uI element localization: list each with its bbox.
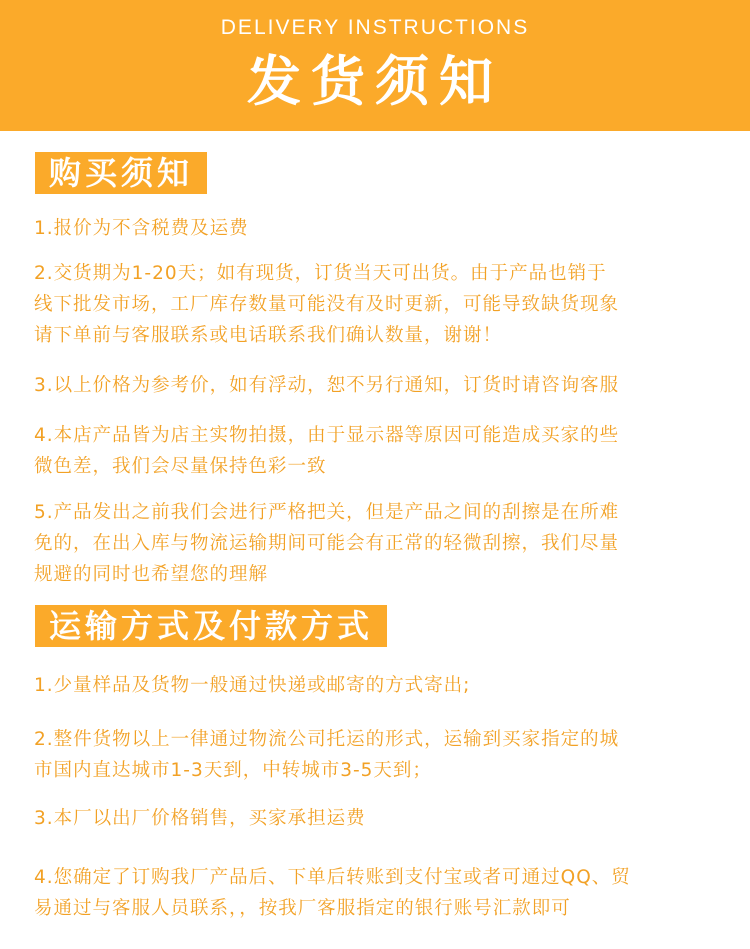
purchase-item-5 bbox=[34, 497, 714, 590]
item-line: 免的，在出入库与物流运输期间可能会有正常的轻微刮擦，我们尽量 bbox=[34, 533, 620, 554]
item-line: 微色差，我们会尽量保持色彩一致 bbox=[34, 456, 327, 477]
shipping-item-2 bbox=[34, 724, 714, 786]
shipping-item-4 bbox=[34, 862, 714, 924]
item-line: 易通过与客服人员联系，，按我厂客服指定的银行账号汇款即可 bbox=[34, 898, 571, 919]
purchase-item-3 bbox=[34, 370, 714, 401]
item-line: 1.少量样品及货物一般通过快递或邮寄的方式寄出; bbox=[34, 675, 471, 696]
banner-title-en: DELIVERY INSTRUCTIONS bbox=[220, 16, 530, 39]
header-banner bbox=[0, 0, 750, 131]
section-title-purchase: 购买须知 bbox=[35, 152, 207, 194]
item-line: 2.交货期为1-20天；如有现货，订货当天可出货。由于产品也销于 bbox=[34, 263, 607, 284]
item-line: 请下单前与客服联系或电话联系我们确认数量，谢谢！ bbox=[34, 325, 503, 346]
section-title-shipping-payment: 运输方式及付款方式 bbox=[35, 605, 387, 647]
item-line: 4.您确定了订购我厂产品后、下单后转账到支付宝或者可通过QQ、贸 bbox=[34, 867, 631, 888]
item-line: 3.本厂以出厂价格销售，买家承担运费 bbox=[34, 808, 366, 829]
item-line: 5.产品发出之前我们会进行严格把关，但是产品之间的刮擦是在所难 bbox=[34, 502, 620, 523]
purchase-item-4 bbox=[34, 420, 714, 482]
item-line: 线下批发市场，工厂库存数量可能没有及时更新，可能导致缺货现象 bbox=[34, 294, 620, 315]
item-line: 市国内直达城市1-3天到，中转城市3-5天到； bbox=[34, 760, 432, 781]
item-line: 2.整件货物以上一律通过物流公司托运的形式，运输到买家指定的城 bbox=[34, 729, 620, 750]
item-line: 规避的同时也希望您的理解 bbox=[34, 564, 269, 585]
shipping-item-3 bbox=[34, 803, 714, 834]
purchase-item-1 bbox=[34, 213, 714, 244]
item-line: 3.以上价格为参考价，如有浮动，恕不另行通知，订货时请咨询客服 bbox=[34, 375, 620, 396]
item-line: 1.报价为不含税费及运费 bbox=[34, 218, 249, 239]
purchase-item-2 bbox=[34, 258, 714, 351]
banner-title-cn: 发货须知 bbox=[247, 50, 503, 113]
shipping-item-1 bbox=[34, 670, 714, 701]
item-line: 4.本店产品皆为店主实物拍摄，由于显示器等原因可能造成买家的些 bbox=[34, 425, 620, 446]
